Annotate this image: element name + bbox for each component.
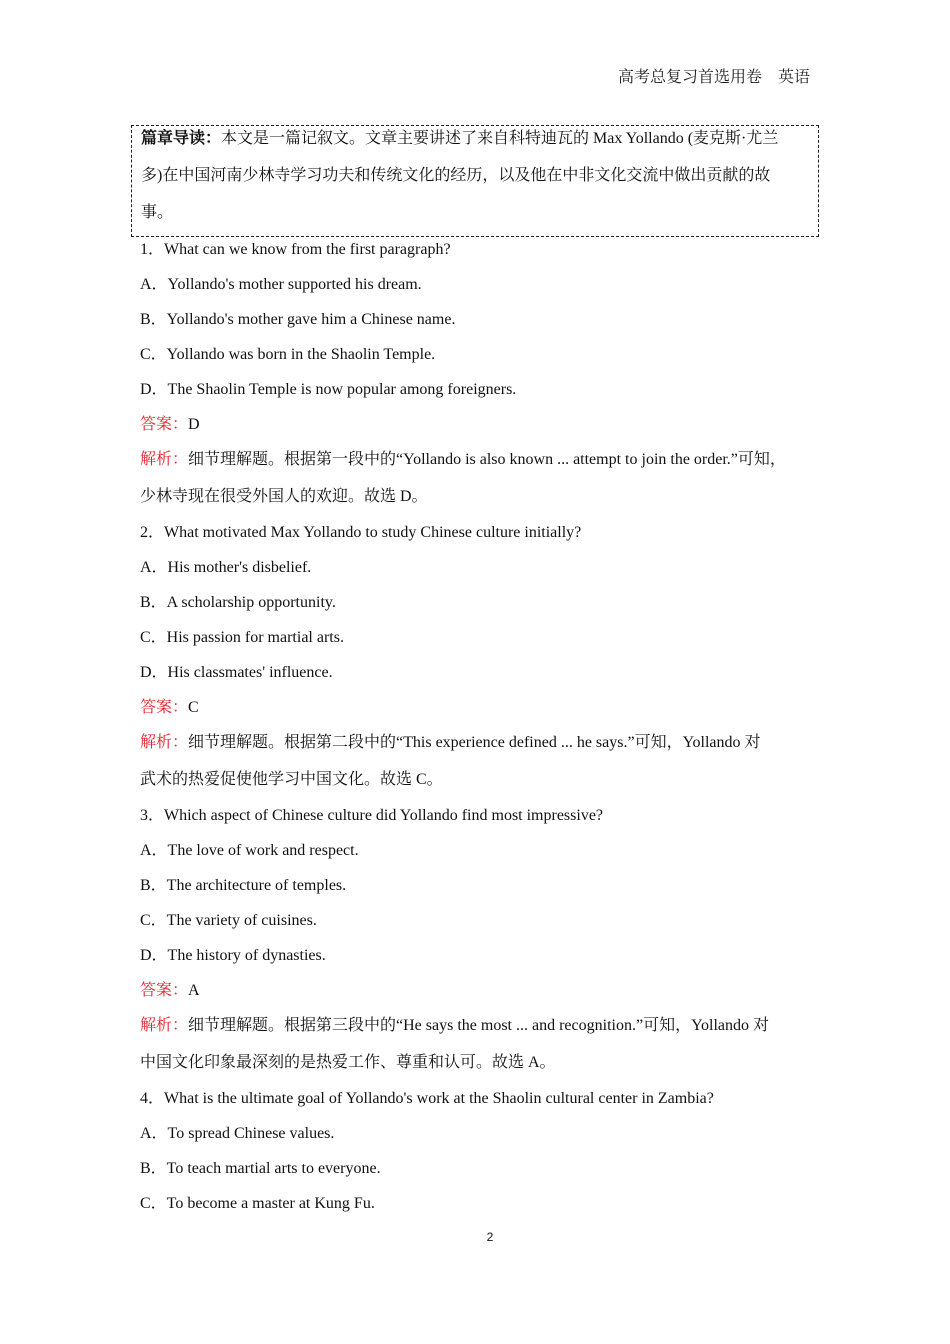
- answer-option: D．His classmates' influence.: [140, 664, 333, 681]
- analysis-line: 解析：细节理解题。根据第三段中的“He says the most ... and recognition.”可知，Yollando 对: [140, 1017, 770, 1034]
- answer-label: 答案：: [140, 699, 189, 716]
- answer-line: [140, 981, 200, 1001]
- answer-option: C．The variety of cuisines.: [140, 912, 317, 929]
- answer-value: C: [188, 699, 199, 716]
- analysis-line: 中国文化印象最深刻的是热爱工作、尊重和认可。故选 A。: [140, 1054, 556, 1071]
- analysis-line: 武术的热爱促使他学习中国文化。故选 C。: [140, 771, 443, 788]
- header-subject: 英语: [777, 69, 810, 86]
- answer-value: D: [188, 416, 200, 433]
- analysis-line: 少林寺现在很受外国人的欢迎。故选 D。: [140, 488, 428, 505]
- answer-option: B．Yollando's mother gave him a Chinese name.: [140, 311, 456, 328]
- answer-option: A．The love of work and respect.: [140, 842, 359, 859]
- analysis-label: 解析：: [140, 734, 189, 751]
- answer-option: C．To become a master at Kung Fu.: [140, 1195, 375, 1212]
- analysis-line: 解析：细节理解题。根据第二段中的“This experience defined ... he says.”可知，Yollando 对: [140, 734, 761, 751]
- question-stem: 2．What motivated Max Yollando to study Chinese culture initially?: [140, 524, 582, 541]
- page-header: [618, 68, 810, 88]
- answer-value: A: [188, 982, 200, 999]
- intro-line: 事。: [141, 204, 174, 221]
- intro-label: 篇章导读：: [141, 130, 222, 147]
- answer-option: D．The Shaolin Temple is now popular among foreigners.: [140, 381, 517, 398]
- answer-label: 答案：: [140, 982, 189, 999]
- intro-line: 篇章导读：本文是一篇记叙文。文章主要讲述了来自科特迪瓦的 Max Yollando (麦克斯·尤兰: [141, 130, 779, 147]
- answer-label: 答案：: [140, 416, 189, 433]
- answer-option: D．The history of dynasties.: [140, 947, 326, 964]
- analysis-line: 解析：细节理解题。根据第一段中的“Yollando is also known ... attempt to join the order.”可知，: [140, 451, 786, 468]
- header-title: 高考总复习首选用卷: [617, 69, 762, 86]
- analysis-label: 解析：: [140, 451, 189, 468]
- answer-option: B．The architecture of temples.: [140, 877, 347, 894]
- answer-option: B．To teach martial arts to everyone.: [140, 1160, 381, 1177]
- answer-option: B．A scholarship opportunity.: [140, 594, 336, 611]
- answer-line: [140, 698, 199, 718]
- answer-option: A．His mother's disbelief.: [140, 559, 312, 576]
- answer-option: C．Yollando was born in the Shaolin Temple.: [140, 346, 436, 363]
- analysis-label: 解析：: [140, 1017, 189, 1034]
- answer-option: A．Yollando's mother supported his dream.: [140, 276, 422, 293]
- answer-option: A．To spread Chinese values.: [140, 1125, 335, 1142]
- answer-option: C．His passion for martial arts.: [140, 629, 344, 646]
- page-number: 2: [486, 1230, 494, 1244]
- intro-line: 多)在中国河南少林寺学习功夫和传统文化的经历，以及他在中非文化交流中做出贡献的故: [141, 167, 771, 184]
- question-stem: 4．What is the ultimate goal of Yollando's work at the Shaolin cultural center in Zambia?: [140, 1090, 714, 1107]
- question-stem: 1．What can we know from the first paragraph?: [140, 241, 451, 258]
- answer-line: [140, 415, 200, 435]
- intro-box: [131, 125, 819, 237]
- question-stem: 3．Which aspect of Chinese culture did Yollando find most impressive?: [140, 807, 604, 824]
